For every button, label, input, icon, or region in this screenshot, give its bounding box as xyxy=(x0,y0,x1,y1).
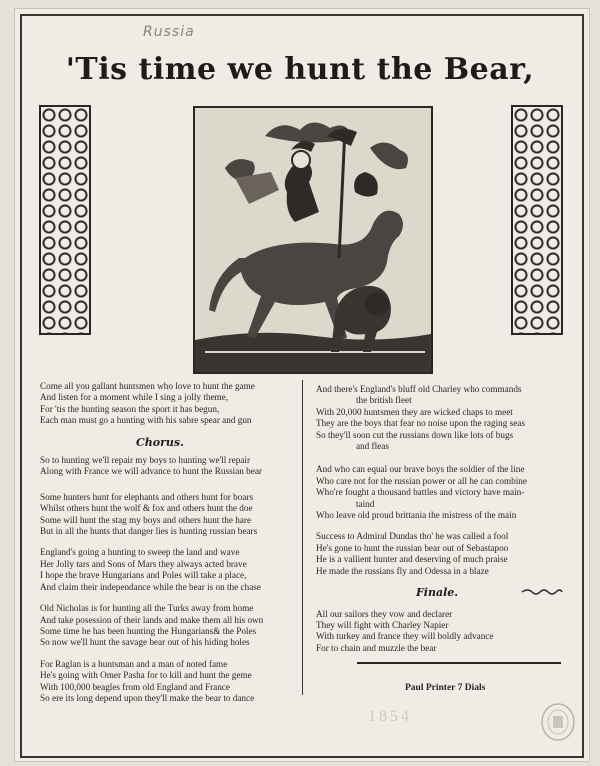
verse-line: And listen for a moment while I sing a jolly theme, xyxy=(40,392,229,403)
verse-6 xyxy=(316,384,568,452)
verse-line: I hope the brave Hungarians and Poles will take a place, xyxy=(40,570,247,581)
verse-line: Success to Admiral Dundas tho' he was called a fool xyxy=(316,531,509,542)
verse-3 xyxy=(40,547,302,593)
right-ornament-border xyxy=(511,105,563,335)
verse-line: Who're fought a thousand battles and victory have main- xyxy=(316,487,525,498)
verse-line: Who care not for the russian power or all he can combine xyxy=(316,475,527,486)
verse-7 xyxy=(316,464,568,521)
finale-line: All our sailors they vow and declarer xyxy=(316,608,453,619)
verse-line: And claim their independance while the bear is on the chase xyxy=(40,581,261,592)
closing-rule xyxy=(357,662,561,664)
verse-line: Some hunters hunt for elephants and others hunt for boars xyxy=(40,491,254,502)
column-divider xyxy=(302,380,303,695)
verse-line: So they'll soon cut the russians down like lots of bugs xyxy=(316,429,514,440)
chorus-line: Along with France we will advance to hunt the Russian bear xyxy=(40,466,262,477)
verse-1 xyxy=(40,381,302,427)
chorus-line: So to hunting we'll repair my boys to hunting we'll repair xyxy=(40,455,250,466)
printer-imprint: Paul Printer 7 Dials xyxy=(405,683,486,693)
verse-line: They are the boys that fear no noise upon the raging seas xyxy=(316,418,525,429)
verse-line: Her Jolly tars and Sons of Mars they always acted brave xyxy=(40,558,247,569)
verse-line: With 20,000 huntsmen they are wicked chaps to meet xyxy=(316,406,513,417)
verse-line: And take posession of their lands and make them all his own xyxy=(40,614,264,625)
chorus xyxy=(40,455,302,478)
faint-year-mark: 1854 xyxy=(368,708,412,725)
chorus-heading: Chorus. xyxy=(136,435,184,449)
finale-line: For to chain and muzzle the bear xyxy=(316,642,437,653)
verse-line: He's going with Omer Pasha for to kill and hunt the geme xyxy=(40,670,252,681)
right-column xyxy=(316,384,568,664)
verse-4 xyxy=(40,603,302,649)
verse-line: He made the russians fly and Odessa in a blaze xyxy=(316,565,489,576)
verse-line: For 'tis the hunting season the sport it has begun, xyxy=(40,403,220,414)
library-stamp-icon xyxy=(540,702,576,742)
verse-line: He is a vallient hunter and deserving of much praise xyxy=(316,554,508,565)
verse-5 xyxy=(40,659,302,705)
verse-line: Old Nicholas is for hunting all the Turks away from home xyxy=(40,603,254,614)
flourish-ornament-icon xyxy=(520,587,564,597)
verse-8 xyxy=(316,531,568,577)
finale-heading: Finale. xyxy=(416,586,459,600)
verse-line: Each man must go a hunting with his sabre spear and gun xyxy=(40,415,252,426)
left-column xyxy=(40,381,302,714)
verse-line: So now we'll hunt the savage bear out of his hiding holes xyxy=(40,637,250,648)
verse-line: Who leave old proud brittania the mistress of the main xyxy=(316,510,517,521)
verse-line: And who can equal our brave boys the soldier of the line xyxy=(316,464,525,475)
verse-line: Whilst others hunt the wolf & fox and others hunt the doe xyxy=(40,503,253,514)
ballad-title: 'Tis time we hunt the Bear, xyxy=(65,52,535,87)
verse-line: He's gone to hunt the russian bear out of Sebastapoo xyxy=(316,542,509,553)
verse-line: Some will hunt the stag my boys and others hunt the hare xyxy=(40,514,252,525)
finale-line: They will fight with Charley Napier xyxy=(316,619,449,630)
pencil-annotation: Russia xyxy=(143,24,195,40)
horseman-bear-woodcut-icon xyxy=(195,108,431,372)
verse-line: For Raglan is a huntsman and a man of noted fame xyxy=(40,658,228,669)
verse-line: taind xyxy=(356,498,375,509)
woodcut-illustration xyxy=(193,106,433,374)
verse-line: and fleas xyxy=(356,441,389,452)
verse-line: the british fleet xyxy=(356,395,412,406)
verse-line: With 100,000 beagles from old England and France xyxy=(40,681,230,692)
verse-line: And there's England's bluff old Charley who commands xyxy=(316,384,522,394)
verse-line: But in all the hunts that danger lies is hunting russian bears xyxy=(40,526,258,537)
verse-line: England's going a hunting to sweep the land and wave xyxy=(40,547,240,558)
left-ornament-border xyxy=(39,105,91,335)
finale xyxy=(316,609,568,655)
verse-line: Come all you gallant huntsmen who love to hunt the game xyxy=(40,381,255,391)
verse-line: Some time he has been hunting the Hungarians& the Poles xyxy=(40,625,257,636)
finale-line: With turkey and france they will boldly advance xyxy=(316,631,494,642)
verse-line: So ere its long depend upon they'll make the bear to dance xyxy=(40,692,255,703)
verse-2 xyxy=(40,492,302,538)
